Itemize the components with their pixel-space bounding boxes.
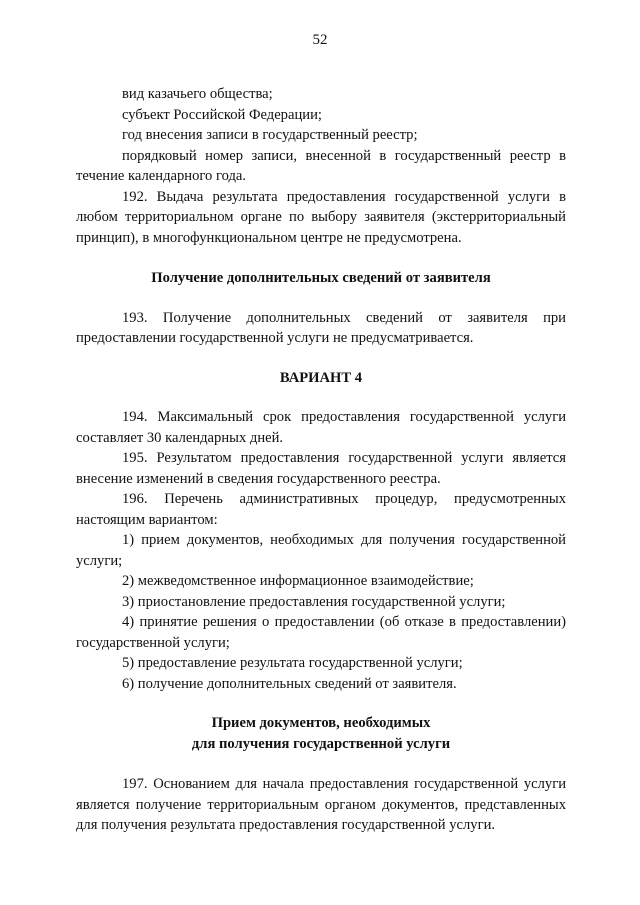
paragraph-192: 192. Выдача результата предоставления государственной услуги в любом территориальном органе по выбору заявителя (экстерриториальный принцип), в многофункциональном центре не предусмотрена.	[76, 188, 566, 246]
procedure-item-6: 6) получение дополнительных сведений от заявителя.	[122, 675, 457, 692]
list-line-nomer-zapisi: порядковый номер записи, внесенной в государственный реестр в течение календарного года.	[76, 147, 566, 184]
list-line-kazachie-obshchestvo: вид казачьего общества;	[122, 86, 273, 102]
paragraph-197: 197. Основанием для начала предоставления государственной услуги является получение территориальным органом документов, представленных для получения результата предоставления государственной услуги.	[76, 776, 566, 833]
list-line-subekt: субъект Российской Федерации;	[122, 106, 322, 123]
procedure-item-5: 5) предоставление результата государственной услуги;	[122, 655, 463, 671]
document-body	[76, 84, 566, 836]
procedure-item-3: 3) приостановление предоставления государственной услуги;	[122, 593, 506, 610]
section-heading-line-2: для получения государственной услуги	[191, 735, 451, 752]
section-heading-variant-4: ВАРИАНТ 4	[279, 369, 363, 386]
section-heading-line-1: Прием документов, необходимых	[211, 715, 431, 731]
paragraph-196: 196. Перечень административных процедур, предусмотренных настоящим вариантом:	[76, 491, 566, 528]
procedure-item-2: 2) межведомственное информационное взаимодействие;	[122, 573, 474, 589]
section-heading-additional-info: Получение дополнительных сведений от заявителя	[151, 270, 491, 286]
procedure-item-1: 1) прием документов, необходимых для получения государственной услуги;	[76, 532, 566, 569]
paragraph-194: 194. Максимальный срок предоставления государственной услуги составляет 30 календарных дней.	[76, 409, 566, 446]
paragraph-195: 195. Результатом предоставления государственной услуги является внесение изменений в сведения государственного реестра.	[76, 450, 566, 487]
list-line-god-vneseniya: год внесения записи в государственный реестр;	[122, 127, 418, 143]
page-number: 52	[312, 32, 328, 48]
procedure-item-4: 4) принятие решения о предоставлении (об отказе в предоставлении) государственной услуги;	[76, 614, 566, 651]
paragraph-193: 193. Получение дополнительных сведений от заявителя при предоставлении государственной услуги не предусматривается.	[76, 309, 566, 346]
section-heading-document-intake	[76, 713, 566, 754]
